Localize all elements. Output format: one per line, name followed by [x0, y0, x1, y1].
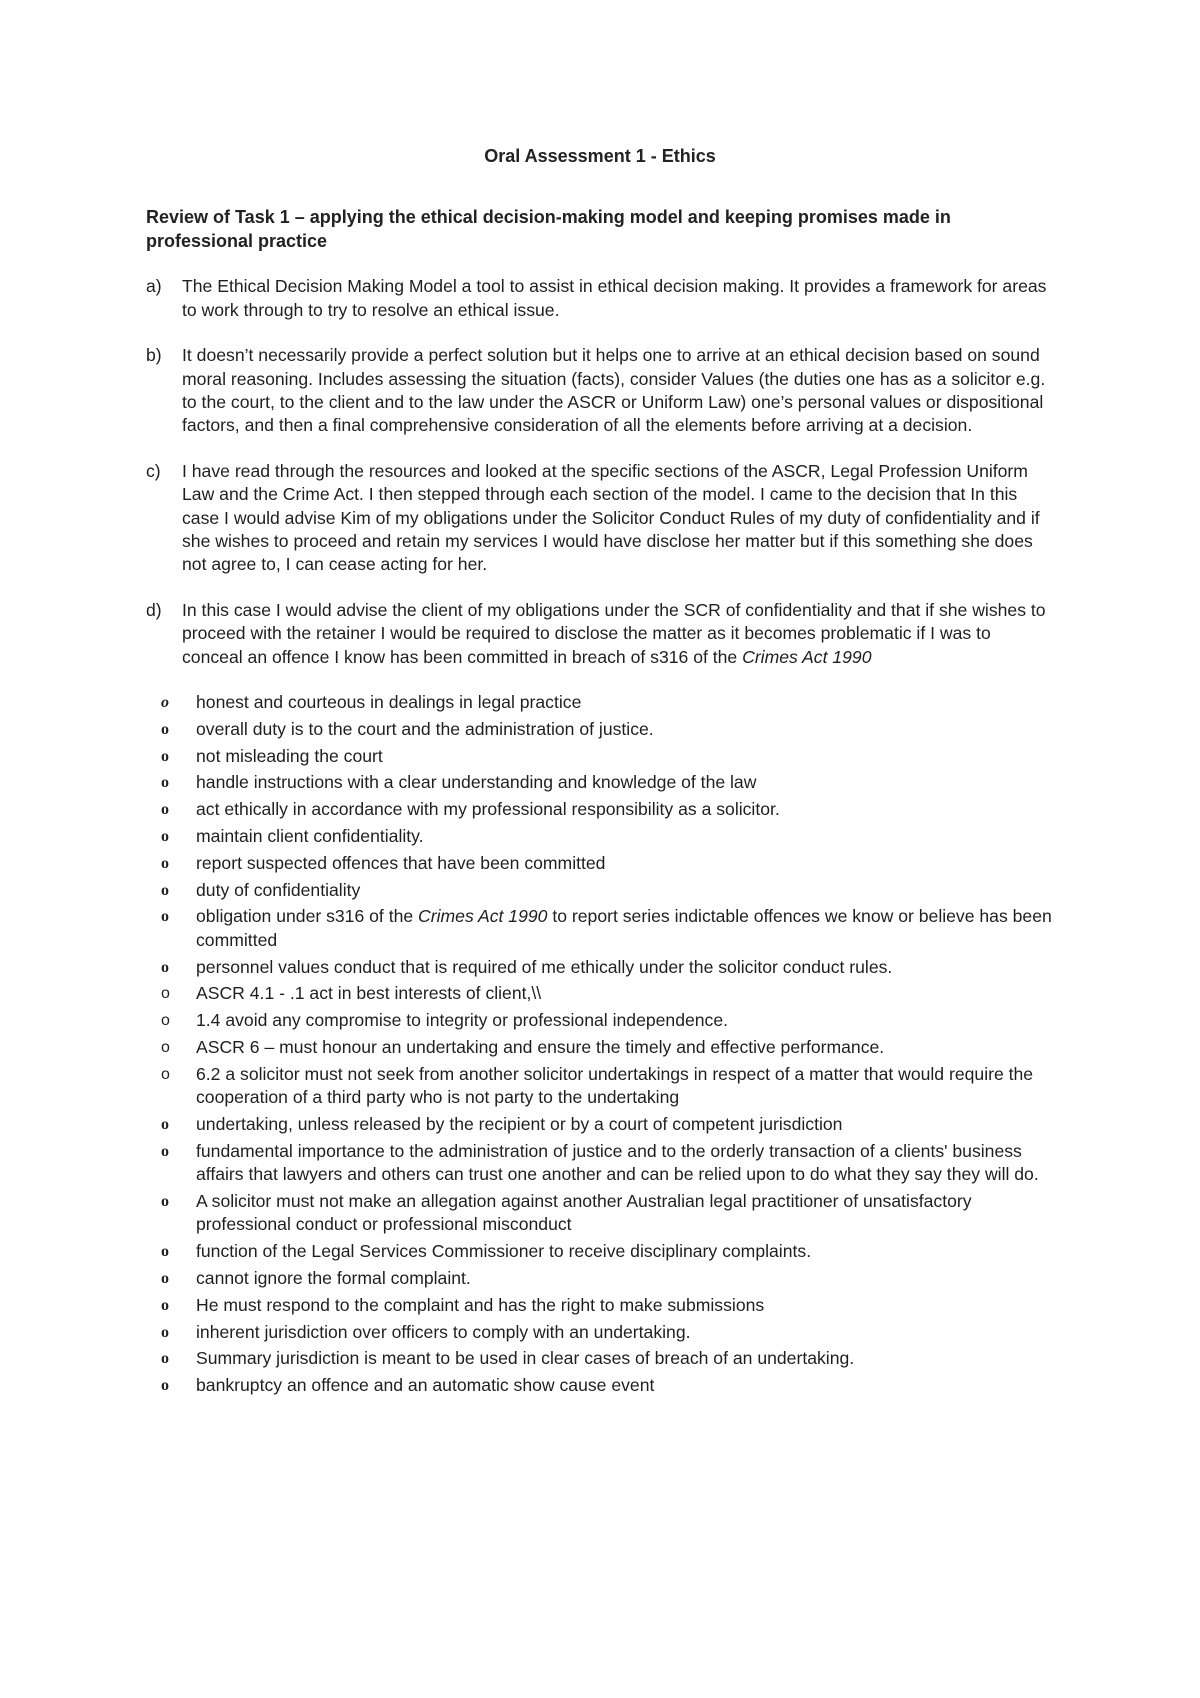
bullet-marker: o — [161, 1350, 169, 1368]
bullet-text — [196, 906, 1052, 949]
bullet-marker: o — [161, 1193, 169, 1211]
bullet-item — [146, 1140, 1054, 1187]
bullet-item — [146, 1294, 1054, 1317]
bullet-item — [146, 1113, 1054, 1136]
bullet-marker: o — [161, 1270, 169, 1288]
bullet-item — [146, 1240, 1054, 1263]
bullet-marker: o — [161, 854, 169, 872]
bullet-marker: o — [161, 1012, 170, 1030]
bullet-item — [146, 691, 1054, 714]
bullet-text: undertaking, unless released by the recipient or by a court of competent jurisdiction — [196, 1114, 843, 1135]
bullet-text: 6.2 a solicitor must not seek from another solicitor undertakings in respect of a matter that would require the cooperation of a third party who is not party to the undertaking — [196, 1063, 1034, 1108]
bullet-marker: o — [161, 881, 169, 899]
paragraph-text — [182, 599, 1054, 669]
paragraph-b — [146, 344, 1054, 438]
paragraph-text-main: In this case I would advise the client of my obligations under the SCR of confidentiality and that if she wishes to proceed with the retainer I would be required to disclose the matter as it becomes problematic if I was to conceal an offence I know has been committed in breach of s316 of the — [182, 599, 1046, 667]
bullet-item — [146, 982, 1054, 1005]
bullet-marker: o — [161, 694, 169, 712]
paragraph-text: It doesn’t necessarily provide a perfect solution but it helps one to arrive at an ethical decision based on sound moral reasoning. Includes assessing the situation (facts), consider Values (the duties one has as a solicitor e.g. to the court, to the client and to the law under the ASCR or Uniform Law) one’s personal values or dispositional factors, and then a final comprehensive consideration of all the elements before arriving at a decision. — [182, 345, 1046, 436]
document-title: Oral Assessment 1 - Ethics — [484, 146, 716, 166]
bullet-item — [146, 1374, 1054, 1397]
bullet-text: duty of confidentiality — [196, 879, 361, 900]
bullet-text: inherent jurisdiction over officers to comply with an undertaking. — [196, 1321, 691, 1342]
paragraph-label: c) — [146, 460, 161, 481]
bullet-marker: o — [161, 1142, 169, 1160]
bullet-marker: o — [161, 747, 169, 765]
bullet-marker: o — [161, 908, 169, 926]
bullet-text: 1.4 avoid any compromise to integrity or professional independence. — [196, 1010, 729, 1031]
bullet-marker: o — [161, 720, 169, 738]
bullet-text-pre: obligation under s316 of the — [196, 906, 419, 927]
bullet-text: overall duty is to the court and the administration of justice. — [196, 718, 654, 739]
bullet-marker: o — [161, 1296, 169, 1314]
paragraph-label: a) — [146, 276, 162, 297]
bullet-text: cannot ignore the formal complaint. — [196, 1268, 471, 1289]
paragraph-label: d) — [146, 599, 162, 620]
bullet-marker: o — [161, 1039, 170, 1057]
bullet-item — [146, 905, 1054, 952]
bullet-item — [146, 1267, 1054, 1290]
bullet-text: ASCR 6 – must honour an undertaking and ensure the timely and effective performance. — [196, 1037, 885, 1058]
bullet-item — [146, 798, 1054, 821]
paragraph-text: I have read through the resources and looked at the specific sections of the ASCR, Legal Profession Uniform Law and the Crime Act. I then stepped through each section of the model. I came to the decision that In this case I would advise Kim of my obligations under the Solicitor Conduct Rules of my duty of confidentiality and if she wishes to proceed and retain my services I would have disclose her matter but if this something she does not agree to, I can cease acting for her. — [182, 460, 1040, 575]
bullet-text: Summary jurisdiction is meant to be used in clear cases of breach of an undertaking. — [196, 1348, 855, 1369]
bullet-item — [146, 1347, 1054, 1370]
bullet-marker: o — [161, 828, 169, 846]
bullet-item — [146, 771, 1054, 794]
bullet-text: handle instructions with a clear understanding and knowledge of the law — [196, 772, 757, 793]
paragraph-a — [146, 275, 1054, 322]
act-citation: Crimes Act 1990 — [418, 906, 548, 927]
bullet-item — [146, 1009, 1054, 1032]
bullet-marker: o — [161, 1065, 170, 1083]
bullet-marker: o — [161, 774, 169, 792]
paragraph-label: b) — [146, 345, 162, 366]
paragraph-text: The Ethical Decision Making Model a tool to assist in ethical decision making. It provides a framework for areas to work through to try to resolve an ethical issue. — [182, 276, 1047, 320]
bullet-item — [146, 1036, 1054, 1059]
bullet-text: A solicitor must not make an allegation against another Australian legal practitioner of unsatisfactory professional conduct or professional misconduct — [196, 1191, 972, 1235]
bullet-item — [146, 956, 1054, 979]
bullet-text: function of the Legal Services Commissioner to receive disciplinary complaints. — [196, 1241, 812, 1262]
paragraph-c — [146, 460, 1054, 577]
bullet-text: personnel values conduct that is required of me ethically under the solicitor conduct rules. — [196, 956, 893, 977]
bullet-text: bankruptcy an offence and an automatic show cause event — [196, 1375, 655, 1396]
bullet-text: not misleading the court — [196, 745, 383, 766]
bullet-item — [146, 718, 1054, 741]
bullet-marker: o — [161, 1116, 169, 1134]
bullet-marker: o — [161, 1243, 169, 1261]
bullet-marker: o — [161, 985, 170, 1003]
bullet-list — [146, 691, 1054, 1398]
bullet-text: honest and courteous in dealings in legal practice — [196, 692, 582, 713]
bullet-item — [146, 852, 1054, 875]
bullet-item — [146, 1063, 1054, 1110]
act-citation: Crimes Act 1990 — [742, 646, 872, 667]
bullet-item — [146, 745, 1054, 768]
bullet-item — [146, 879, 1054, 902]
bullet-marker: o — [161, 1323, 169, 1341]
bullet-text-post: to report series indictable offences we know or believe has been committed — [196, 906, 1052, 950]
bullet-marker: o — [161, 801, 169, 819]
bullet-text: report suspected offences that have been committed — [196, 852, 606, 873]
paragraph-d — [146, 599, 1054, 669]
bullet-text: He must respond to the complaint and has the right to make submissions — [196, 1294, 765, 1315]
bullet-text: act ethically in accordance with my professional responsibility as a solicitor. — [196, 799, 780, 820]
bullet-text: maintain client confidentiality. — [196, 826, 424, 847]
bullet-text: ASCR 4.1 - .1 act in best interests of client,\\ — [196, 983, 542, 1004]
bullet-text: fundamental importance to the administration of justice and to the orderly transaction of a clients' business affairs that lawyers and others can trust one another and can be relied upon to do what they say they will do. — [196, 1140, 1039, 1185]
bullet-marker: o — [161, 1377, 169, 1395]
bullet-item — [146, 825, 1054, 848]
bullet-item — [146, 1321, 1054, 1344]
section-heading: Review of Task 1 – applying the ethical decision-making model and keeping promises made in professional practice — [146, 207, 951, 251]
bullet-marker: o — [161, 958, 169, 976]
bullet-item — [146, 1190, 1054, 1237]
